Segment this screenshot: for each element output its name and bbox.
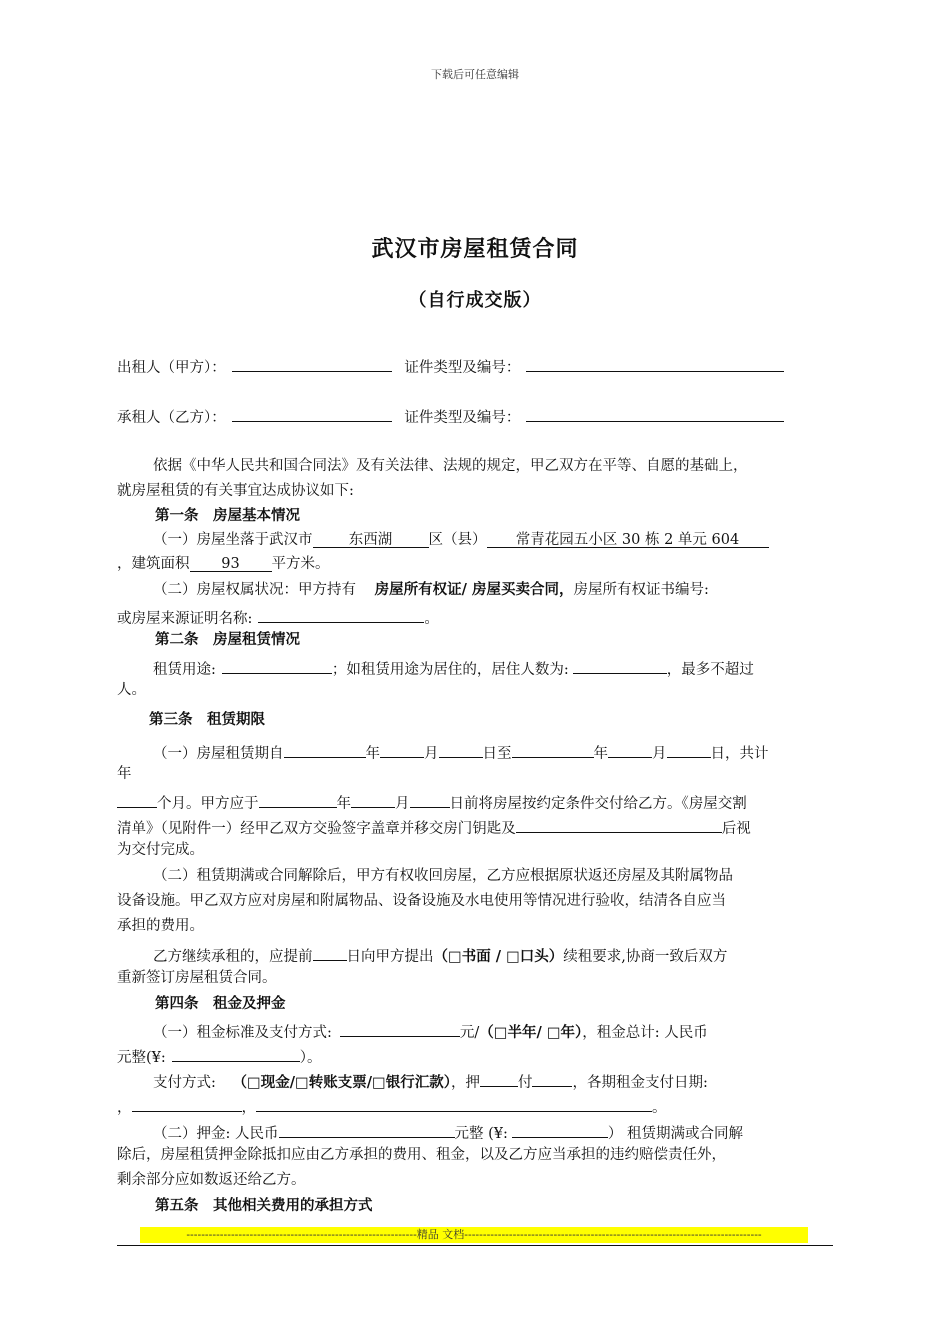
text: 日 [710, 746, 725, 762]
document-title: 武汉市房屋租赁合同 [371, 236, 579, 262]
text: 月 [424, 746, 439, 762]
text: ，建筑面积 [117, 556, 190, 572]
text: 平方米。 [271, 556, 330, 572]
text: 。 [652, 1100, 667, 1116]
lessee-label: 承租人（乙方）： [117, 410, 226, 426]
district-field: 东西湖 [313, 530, 429, 548]
intro-line-2: 就房屋租赁的有关事宜达成协议如下: [117, 483, 354, 499]
text: （一）房屋坐落于武汉市 [153, 532, 313, 548]
article-5-heading: 第五条 其他相关费用的承担方式 [155, 1197, 373, 1214]
text: 区（县） [428, 532, 487, 548]
text: ，押 [450, 1075, 480, 1091]
text: 日前将房屋按约定条件交付给乙方。《房屋交割 [449, 796, 747, 812]
delivery-day-blank [410, 790, 450, 808]
lessee-id-blank [526, 404, 784, 422]
text: ，租金总计: 人民币 [582, 1025, 708, 1041]
text: 清单》（见附件一）经甲乙双方交验签字盖章并移交房门钥匙及 [117, 821, 516, 837]
article-1-heading: 第一条 房屋基本情况 [155, 507, 300, 524]
article-4-p2-cont [117, 1094, 837, 1118]
article-4-p3-line-2: 除后，房屋租赁押金除抵扣应由乙方承担的费用、租金，以及乙方应当承担的违约赔偿责任外， [117, 1147, 726, 1163]
lessor-line [117, 354, 837, 378]
start-year-blank [284, 740, 366, 758]
article-3-p1-done: 为交付完成。 [117, 842, 204, 858]
text: 元/ [459, 1025, 480, 1041]
text: 年 [365, 746, 380, 762]
lessee-name-blank [232, 404, 392, 422]
text: 付 [517, 1075, 533, 1091]
article-1-p2 [117, 580, 873, 600]
lessor-name-blank [232, 354, 392, 372]
footer-rule [117, 1245, 833, 1246]
renewal-options: （□书面 / □口头） [433, 948, 564, 965]
handover-items-blank [516, 815, 722, 833]
text: 乙方继续承租的，应提前 [153, 949, 313, 965]
lessee-id-label: 证件类型及编号： [404, 410, 521, 426]
text: 支付方式: [153, 1075, 216, 1091]
lessor-label: 出租人（甲方）： [117, 360, 226, 376]
deposit-months-blank [480, 1069, 518, 1087]
delivery-month-blank [351, 790, 395, 808]
ownership-options: 房屋所有权证/ 房屋买卖合同， [374, 581, 574, 598]
article-4-p2 [117, 1069, 873, 1093]
address-field: 常青花园五小区 30 栋 2 单元 604 [487, 530, 769, 548]
article-3-p2-line-1: （二）租赁期满或合同解除后，甲方有权收回房屋，乙方应根据原状返还房屋及其附属物品 [153, 868, 733, 884]
text: 月 [652, 746, 667, 762]
intro-line-1: 依据《中华人民共和国合同法》及有关法律、法规的规定，甲乙双方在平等、自愿的基础上， [153, 458, 748, 474]
text: ， [241, 1100, 256, 1116]
footer-highlight: --------------------------------------------------------------精品 文档-------------------------------------------------------------------------------- [140, 1227, 808, 1243]
text: ；如租赁用途为居住的，居住人数为: [331, 662, 569, 678]
text: 。 [424, 611, 439, 627]
text: 元整(¥: [117, 1050, 166, 1066]
article-4-p1 [117, 1019, 873, 1043]
text: ， [117, 1100, 132, 1116]
text: 年 [593, 746, 608, 762]
area-field: 93 [190, 554, 272, 572]
months-blank [117, 790, 157, 808]
payment-date-2-blank [256, 1094, 652, 1112]
article-3-p1-list [117, 815, 837, 839]
article-2-p1 [117, 656, 873, 680]
lessor-id-label: 证件类型及编号： [404, 360, 521, 376]
start-day-blank [439, 740, 483, 758]
resident-count-blank [573, 656, 667, 674]
text: ）。 [299, 1050, 322, 1066]
article-1-p2-cont [117, 605, 837, 629]
article-2-p1-cont: 人。 [117, 682, 146, 698]
article-2-heading: 第二条 房屋租赁情况 [155, 631, 300, 648]
rent-standard-blank [340, 1019, 460, 1037]
article-1-p1 [117, 530, 873, 550]
usage-blank [222, 656, 332, 674]
deposit-amount-blank [279, 1120, 455, 1138]
source-proof-blank [258, 605, 424, 623]
article-3-p3-cont: 重新签订房屋租赁合同。 [117, 970, 277, 986]
text: 元整 (¥: [454, 1126, 508, 1142]
article-3-p3 [117, 943, 873, 967]
payment-method-options: （□现金/□转账支票/□银行汇款） [232, 1074, 451, 1091]
rent-total-blank [172, 1044, 300, 1062]
text: 租赁用途: [153, 662, 216, 678]
delivery-year-blank [259, 790, 337, 808]
article-4-p1-cont [117, 1044, 837, 1068]
rent-period-options: （□半年/ □年） [479, 1024, 583, 1041]
end-year-blank [512, 740, 594, 758]
text: 日 [482, 746, 497, 762]
end-month-blank [608, 740, 652, 758]
payment-date-1-blank [132, 1094, 242, 1112]
text: （二）押金: 人民币 [153, 1126, 279, 1142]
text: ，各期租金支付日期: [572, 1075, 708, 1091]
lessor-id-blank [526, 354, 784, 372]
pay-months-blank [532, 1069, 572, 1087]
text: （一）租金标准及支付方式: [153, 1025, 332, 1041]
text: ，最多不超过 [666, 662, 754, 678]
article-4-heading: 第四条 租金及押金 [155, 995, 286, 1012]
article-3-p1-cont [117, 790, 837, 814]
article-3-p1-year: 年 [117, 766, 132, 782]
text: 个月。甲方应于 [157, 796, 259, 812]
text: 年 [336, 796, 351, 812]
text: 月 [395, 796, 410, 812]
article-4-p3 [117, 1120, 873, 1144]
article-4-p3-line-3: 剩余部分应如数返还给乙方。 [117, 1172, 306, 1188]
deposit-figure-blank [512, 1120, 608, 1138]
article-1-p1-cont [117, 554, 837, 574]
notice-days-blank [313, 943, 347, 961]
text: 续租要求,协商一致后双方 [563, 949, 728, 965]
text: （一）房屋租赁期自 [153, 746, 284, 762]
text: 后视 [721, 821, 751, 837]
text: ，共计 [725, 746, 769, 762]
text: 或房屋来源证明名称: [117, 611, 253, 627]
text: ） 租赁期满或合同解 [607, 1126, 743, 1142]
text: 日向甲方提出 [346, 949, 434, 965]
article-3-heading: 第三条 租赁期限 [149, 711, 265, 728]
text: 房屋所有权证书编号: [573, 582, 709, 598]
lessee-line [117, 404, 837, 428]
article-3-p2-line-2: 设备设施。甲乙双方应对房屋和附属物品、设备设施及水电使用等情况进行验收，结清各自应当 [117, 893, 726, 909]
end-day-blank [667, 740, 711, 758]
article-3-p2-line-3: 承担的费用。 [117, 918, 204, 934]
text: （二）房屋权属状况：甲方持有 [153, 582, 356, 598]
header-note: 下载后可任意编辑 [431, 68, 519, 81]
document-subtitle: （自行成交版） [408, 290, 542, 311]
start-month-blank [380, 740, 424, 758]
text: 至 [497, 746, 512, 762]
article-3-p1 [117, 740, 873, 764]
